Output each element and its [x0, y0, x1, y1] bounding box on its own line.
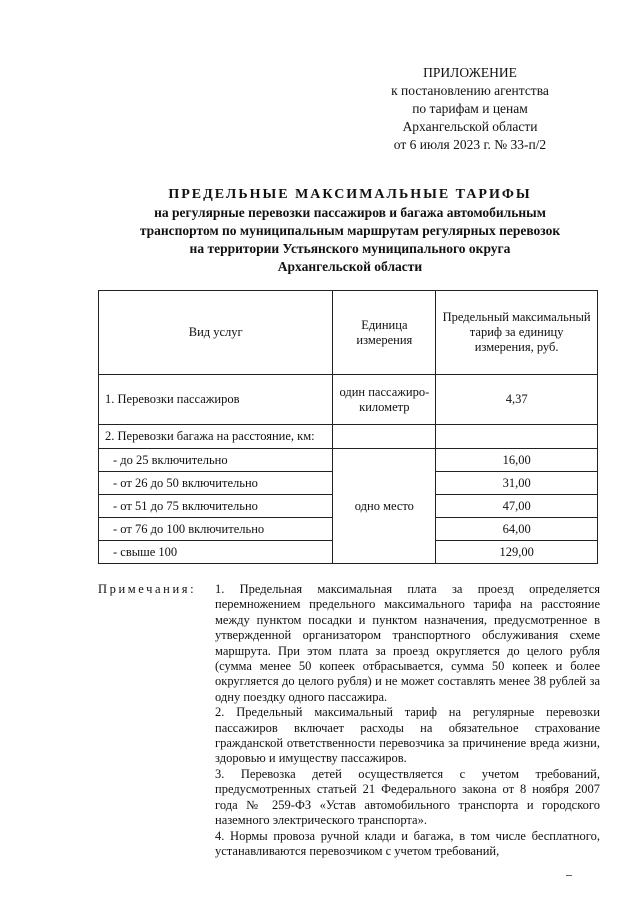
- baggage-range-value: 64,00: [436, 518, 598, 541]
- table-header-row: [99, 291, 598, 375]
- appendix-date-line: от 6 июля 2023 г. № 33-п/2: [393, 137, 547, 152]
- table-row-passengers: [99, 375, 598, 425]
- baggage-range-label: - от 51 до 75 включительно: [99, 495, 333, 518]
- baggage-range-label: - от 26 до 50 включительно: [99, 472, 333, 495]
- appendix-header: [360, 64, 580, 154]
- baggage-range-label: - от 76 до 100 включительно: [99, 518, 333, 541]
- baggage-unit: одно место: [333, 449, 436, 564]
- tariff-table: [98, 290, 598, 564]
- baggage-label: 2. Перевозки багажа на расстояние, км:: [99, 425, 333, 449]
- notes-label: Примечания:: [98, 582, 197, 596]
- title-subline-3: на территории Устьянского муниципального округа: [189, 241, 511, 256]
- header-tariff: Предельный максимальный тариф за единицу измерения, руб.: [436, 291, 598, 375]
- passengers-value: 4,37: [436, 375, 598, 425]
- appendix-agency-line: по тарифам и ценам: [412, 101, 528, 116]
- title-main: ПРЕДЕЛЬНЫЕ МАКСИМАЛЬНЫЕ ТАРИФЫ: [168, 187, 532, 202]
- title-subline-4: Архангельской области: [277, 259, 423, 274]
- baggage-unit-empty: [333, 425, 436, 449]
- document-title: [60, 186, 640, 276]
- baggage-range-value: 31,00: [436, 472, 598, 495]
- header-unit: Единица измерения: [333, 291, 436, 375]
- page-mark: [566, 875, 572, 876]
- baggage-range-value: 129,00: [436, 541, 598, 564]
- table-row-baggage-heading: [99, 425, 598, 449]
- baggage-range-value: 47,00: [436, 495, 598, 518]
- appendix-title: ПРИЛОЖЕНИЕ: [423, 65, 517, 80]
- passengers-label: 1. Перевозки пассажиров: [99, 375, 333, 425]
- baggage-range-label: - свыше 100: [99, 541, 333, 564]
- appendix-region-line: Архангельской области: [402, 119, 538, 134]
- note-item-1: 1. Предельная максимальная плата за проезд определяется перемножением предельного максимального тарифа на расстояние между пунктом посадки и пунктом назначения, предусмотренное в утвержденной организатором транспортного обслуживания схеме маршрута. При этом плата за проезд округляется до целого рубля (сумма менее 50 копеек отбрасывается, сумма 50 копеек и более округляется до целого рубля) и не может составлять менее 38 рублей за одну поездку одного пассажира.: [215, 582, 600, 704]
- header-service: Вид услуг: [99, 291, 333, 375]
- note-item-2: 2. Предельный максимальный тариф на регулярные перевозки пассажиров включает расходы на обязательное страхование гражданской ответственности перевозчика за причинение вреда жизни, здоровью и имуществу пассажиров.: [215, 705, 600, 766]
- title-subline-1: на регулярные перевозки пассажиров и багажа автомобильным: [154, 205, 546, 220]
- note-item-4: 4. Нормы провоза ручной клади и багажа, в том числе бесплатного, устанавливаются перевозчиком с учетом требований,: [215, 828, 600, 858]
- baggage-range-label: - до 25 включительно: [99, 449, 333, 472]
- note-item-3: 3. Перевозка детей осуществляется с учетом требований, предусмотренных статьей 21 Федерального закона от 8 ноября 2007 года № 259-ФЗ «Устав автомобильного транспорта и городского наземного электрического транспорта».: [215, 766, 600, 828]
- table-row: [99, 449, 598, 472]
- baggage-value-empty: [436, 425, 598, 449]
- passengers-unit: один пассажиро-километр: [333, 375, 436, 425]
- notes-body: [215, 582, 600, 859]
- title-subline-2: транспортом по муниципальным маршрутам регулярных перевозок: [139, 223, 561, 238]
- baggage-range-value: 16,00: [436, 449, 598, 472]
- appendix-resolution-line: к постановлению агентства: [391, 83, 549, 98]
